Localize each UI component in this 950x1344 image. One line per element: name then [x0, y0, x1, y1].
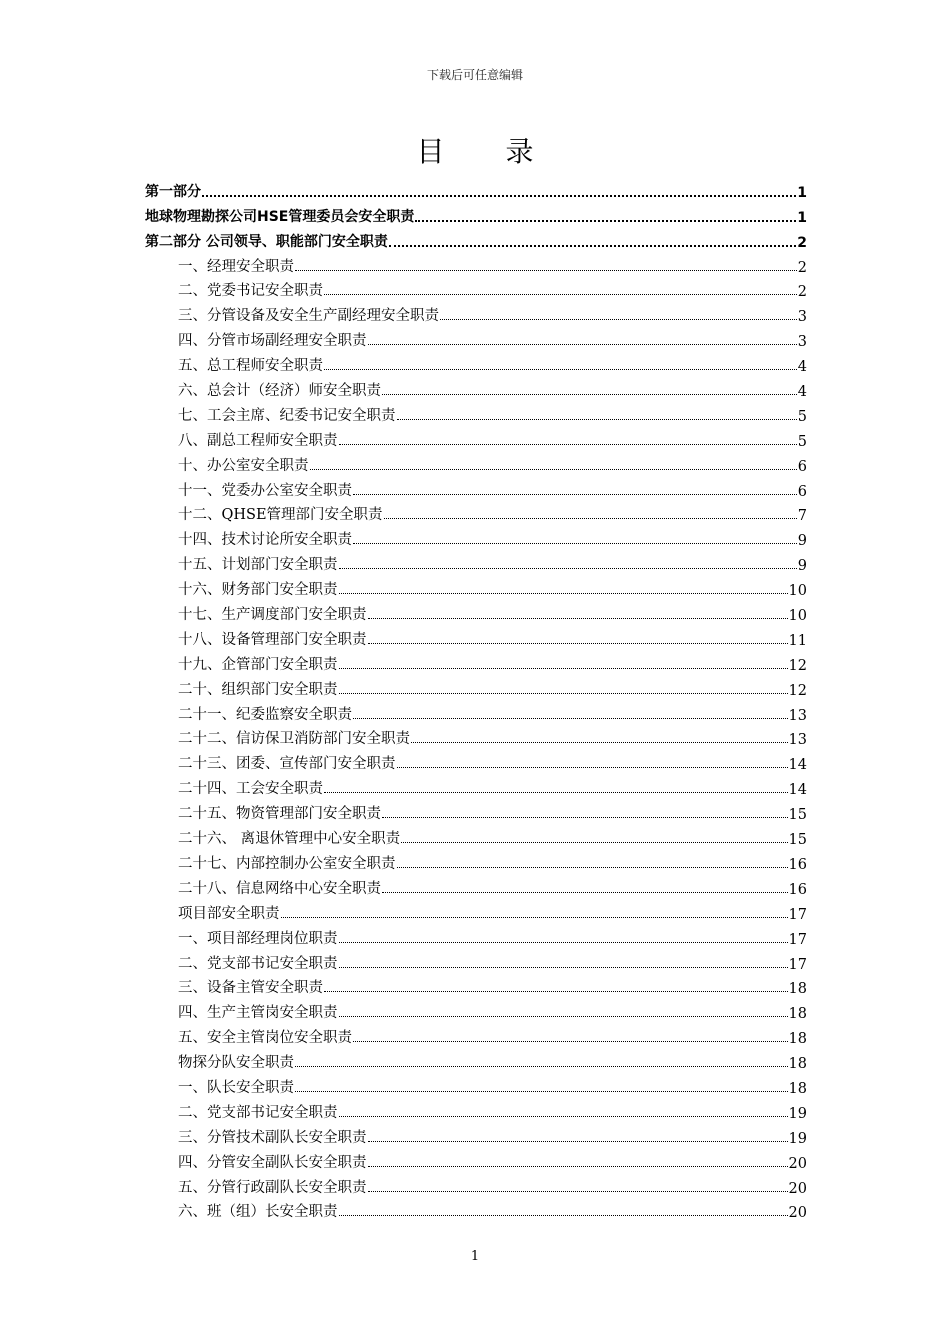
toc-entry-page: 13 [788, 707, 807, 724]
toc-dot-leader [353, 1041, 788, 1042]
page-number: 1 [470, 1249, 480, 1264]
toc-entry-page: 15 [788, 807, 807, 824]
toc-entry-label: 十二、QHSE管理部门安全职责 [178, 507, 383, 524]
toc-entry-page: 9 [797, 558, 807, 575]
toc-entry[interactable] [145, 948, 807, 973]
toc-entry[interactable] [145, 1022, 807, 1047]
toc-entry-label: 一、项目部经理岗位职责 [178, 930, 338, 947]
toc-dot-leader [281, 917, 788, 918]
toc-entry-page: 9 [797, 533, 807, 550]
toc-dot-leader [384, 518, 797, 519]
toc-entry-label: 地球物理勘探公司HSE管理委员会安全职责 [145, 208, 415, 225]
toc-entry[interactable] [145, 699, 807, 724]
toc-entry[interactable] [145, 400, 807, 425]
toc-entry-page: 1 [797, 184, 807, 201]
toc-entry-page: 3 [797, 334, 807, 351]
toc-dot-leader [368, 643, 788, 644]
toc-dot-leader [401, 842, 787, 843]
toc-entry-label: 十四、技术讨论所安全职责 [178, 532, 352, 549]
toc-entry-page: 18 [788, 1006, 807, 1023]
toc-dot-leader [295, 1066, 788, 1067]
toc-entry-label: 物探分队安全职责 [178, 1055, 294, 1072]
toc-entry-page: 15 [788, 832, 807, 849]
toc-entry-label: 一、队长安全职责 [178, 1079, 294, 1096]
toc-entry-label: 五、总工程师安全职责 [178, 358, 323, 375]
toc-entry[interactable] [145, 1147, 807, 1172]
toc-entry-label: 三、设备主管安全职责 [178, 980, 323, 997]
toc-entry[interactable] [145, 500, 807, 525]
toc-entry[interactable] [145, 201, 807, 226]
toc-entry[interactable] [145, 524, 807, 549]
toc-dot-leader [368, 1166, 788, 1167]
toc-dot-leader [339, 967, 788, 968]
toc-entry[interactable] [145, 973, 807, 998]
toc-entry-page: 3 [797, 309, 807, 326]
toc-entry-page: 20 [788, 1180, 807, 1197]
toc-entry-page: 20 [788, 1155, 807, 1172]
toc-entry[interactable] [145, 599, 807, 624]
toc-dot-leader [339, 444, 797, 445]
toc-entry-page: 13 [788, 732, 807, 749]
page-header: 下载后可任意编辑 [426, 68, 523, 82]
toc-entry-page: 17 [788, 906, 807, 923]
toc-entry-page: 5 [797, 408, 807, 425]
toc-dot-leader [368, 1141, 788, 1142]
toc-entry-label: 十六、财务部门安全职责 [178, 582, 338, 599]
toc-entry-page: 19 [788, 1105, 807, 1122]
toc-entry-label: 十七、生产调度部门安全职责 [178, 607, 367, 624]
toc-entry-label: 二、党委书记安全职责 [178, 283, 323, 300]
toc-entry-label: 第二部分 公司领导、职能部门安全职责 [145, 233, 388, 250]
toc-dot-leader [310, 469, 797, 470]
toc-entry-page: 6 [797, 483, 807, 500]
toc-entry-label: 三、分管技术副队长安全职责 [178, 1129, 367, 1146]
toc-entry-label: 六、总会计（经济）师安全职责 [178, 383, 381, 400]
toc-entry-label: 二十三、团委、宣传部门安全职责 [178, 756, 396, 773]
toc-dot-leader [339, 693, 788, 694]
toc-entry[interactable] [145, 1047, 807, 1072]
toc-entry-label: 五、分管行政副队长安全职责 [178, 1179, 367, 1196]
toc-dot-leader [382, 817, 788, 818]
toc-entry-label: 四、生产主管岗安全职责 [178, 1005, 338, 1022]
toc-entry[interactable] [145, 425, 807, 450]
toc-entry-page: 2 [797, 234, 807, 251]
toc-entry-page: 18 [788, 1031, 807, 1048]
toc-entry[interactable] [145, 674, 807, 699]
table-of-contents [145, 176, 807, 1221]
toc-entry-page: 16 [788, 881, 807, 898]
toc-entry-page: 1 [797, 209, 807, 226]
toc-dot-leader [295, 1091, 788, 1092]
toc-entry-page: 16 [788, 856, 807, 873]
toc-entry[interactable] [145, 350, 807, 375]
toc-dot-leader [324, 369, 797, 370]
toc-entry-page: 18 [788, 1080, 807, 1097]
toc-entry-page: 14 [788, 782, 807, 799]
toc-entry[interactable] [145, 375, 807, 400]
toc-dot-leader [440, 319, 797, 320]
toc-entry-page: 17 [788, 956, 807, 973]
toc-entry-label: 十九、企管部门安全职责 [178, 656, 338, 673]
toc-dot-leader [411, 742, 788, 743]
toc-entry-page: 6 [797, 458, 807, 475]
toc-entry[interactable] [145, 1097, 807, 1122]
toc-entry-label: 二十五、物资管理部门安全职责 [178, 806, 381, 823]
toc-entry[interactable] [145, 873, 807, 898]
toc-entry[interactable] [145, 798, 807, 823]
toc-entry[interactable] [145, 923, 807, 948]
toc-entry[interactable] [145, 724, 807, 749]
toc-entry[interactable] [145, 624, 807, 649]
toc-entry-label: 六、班（组）长安全职责 [178, 1204, 338, 1221]
toc-entry[interactable] [145, 997, 807, 1022]
toc-entry[interactable] [145, 848, 807, 873]
toc-dot-leader [397, 767, 788, 768]
toc-entry[interactable] [145, 748, 807, 773]
toc-dot-leader [339, 942, 788, 943]
toc-entry-label: 十五、计划部门安全职责 [178, 557, 338, 574]
toc-entry-label: 二十二、信访保卫消防部门安全职责 [178, 731, 410, 748]
toc-entry[interactable] [145, 549, 807, 574]
toc-entry-label: 十一、党委办公室安全职责 [178, 482, 352, 499]
toc-entry-page: 18 [788, 981, 807, 998]
toc-dot-leader [415, 220, 796, 222]
toc-entry-label: 五、安全主管岗位安全职责 [178, 1030, 352, 1047]
toc-entry-label: 七、工会主席、纪委书记安全职责 [178, 407, 396, 424]
toc-entry[interactable] [145, 649, 807, 674]
toc-entry-label: 二、党支部书记安全职责 [178, 1104, 338, 1121]
toc-dot-leader [295, 270, 797, 271]
toc-entry-page: 4 [797, 384, 807, 401]
toc-entry-label: 第一部分 [145, 183, 201, 200]
toc-dot-leader [339, 668, 788, 669]
toc-entry-label: 二十八、信息网络中心安全职责 [178, 880, 381, 897]
toc-entry-label: 八、副总工程师安全职责 [178, 432, 338, 449]
toc-entry-page: 14 [788, 757, 807, 774]
toc-entry[interactable] [145, 176, 807, 201]
toc-entry-label: 二十一、纪委监察安全职责 [178, 706, 352, 723]
toc-dot-leader [382, 892, 788, 893]
toc-entry[interactable] [145, 773, 807, 798]
page-title: 目 录 [416, 135, 560, 168]
toc-entry-page: 2 [797, 284, 807, 301]
toc-entry-label: 二十六、 离退休管理中心安全职责 [178, 831, 401, 848]
toc-entry[interactable] [145, 823, 807, 848]
toc-entry-page: 7 [797, 508, 807, 525]
toc-dot-leader [339, 1016, 788, 1017]
toc-entry-label: 项目部安全职责 [178, 905, 280, 922]
toc-entry[interactable] [145, 325, 807, 350]
toc-entry[interactable] [145, 1072, 807, 1097]
toc-entry[interactable] [145, 898, 807, 923]
toc-entry[interactable] [145, 1172, 807, 1197]
toc-dot-leader [324, 294, 797, 295]
toc-dot-leader [339, 593, 788, 594]
toc-entry-page: 17 [788, 931, 807, 948]
toc-entry-page: 20 [788, 1205, 807, 1222]
toc-entry-page: 10 [788, 608, 807, 625]
toc-entry-label: 二、党支部书记安全职责 [178, 955, 338, 972]
toc-entry[interactable] [145, 226, 807, 251]
toc-entry[interactable] [145, 1122, 807, 1147]
toc-dot-leader [397, 867, 788, 868]
toc-dot-leader [202, 195, 796, 197]
toc-entry-page: 11 [788, 632, 807, 649]
toc-dot-leader [353, 718, 788, 719]
toc-entry[interactable] [145, 574, 807, 599]
toc-dot-leader [397, 419, 797, 420]
toc-entry[interactable] [145, 475, 807, 500]
toc-dot-leader [324, 792, 788, 793]
toc-dot-leader [339, 1116, 788, 1117]
toc-entry-label: 二十七、内部控制办公室安全职责 [178, 855, 396, 872]
toc-entry[interactable] [145, 251, 807, 276]
toc-dot-leader [382, 394, 797, 395]
toc-entry-label: 四、分管安全副队长安全职责 [178, 1154, 367, 1171]
toc-dot-leader [368, 1191, 788, 1192]
toc-entry-page: 18 [788, 1056, 807, 1073]
toc-entry-label: 三、分管设备及安全生产副经理安全职责 [178, 308, 439, 325]
toc-entry[interactable] [145, 1197, 807, 1222]
toc-entry-page: 12 [788, 682, 807, 699]
toc-entry-label: 十八、设备管理部门安全职责 [178, 631, 367, 648]
toc-entry-page: 2 [797, 259, 807, 276]
toc-dot-leader [339, 1215, 788, 1216]
toc-entry-page: 19 [788, 1130, 807, 1147]
toc-dot-leader [353, 494, 797, 495]
toc-entry[interactable] [145, 300, 807, 325]
toc-dot-leader [353, 543, 797, 544]
toc-entry[interactable] [145, 450, 807, 475]
toc-entry-page: 4 [797, 359, 807, 376]
toc-entry-label: 一、经理安全职责 [178, 258, 294, 275]
toc-entry-page: 12 [788, 657, 807, 674]
toc-entry-label: 四、分管市场副经理安全职责 [178, 333, 367, 350]
toc-entry[interactable] [145, 276, 807, 301]
toc-dot-leader [389, 245, 796, 247]
toc-entry-label: 二十四、工会安全职责 [178, 781, 323, 798]
toc-dot-leader [324, 991, 788, 992]
toc-dot-leader [368, 618, 788, 619]
toc-entry-page: 5 [797, 433, 807, 450]
toc-entry-label: 二十、组织部门安全职责 [178, 681, 338, 698]
toc-entry-label: 十、办公室安全职责 [178, 457, 309, 474]
toc-dot-leader [368, 344, 797, 345]
toc-entry-page: 10 [788, 583, 807, 600]
toc-dot-leader [339, 568, 797, 569]
